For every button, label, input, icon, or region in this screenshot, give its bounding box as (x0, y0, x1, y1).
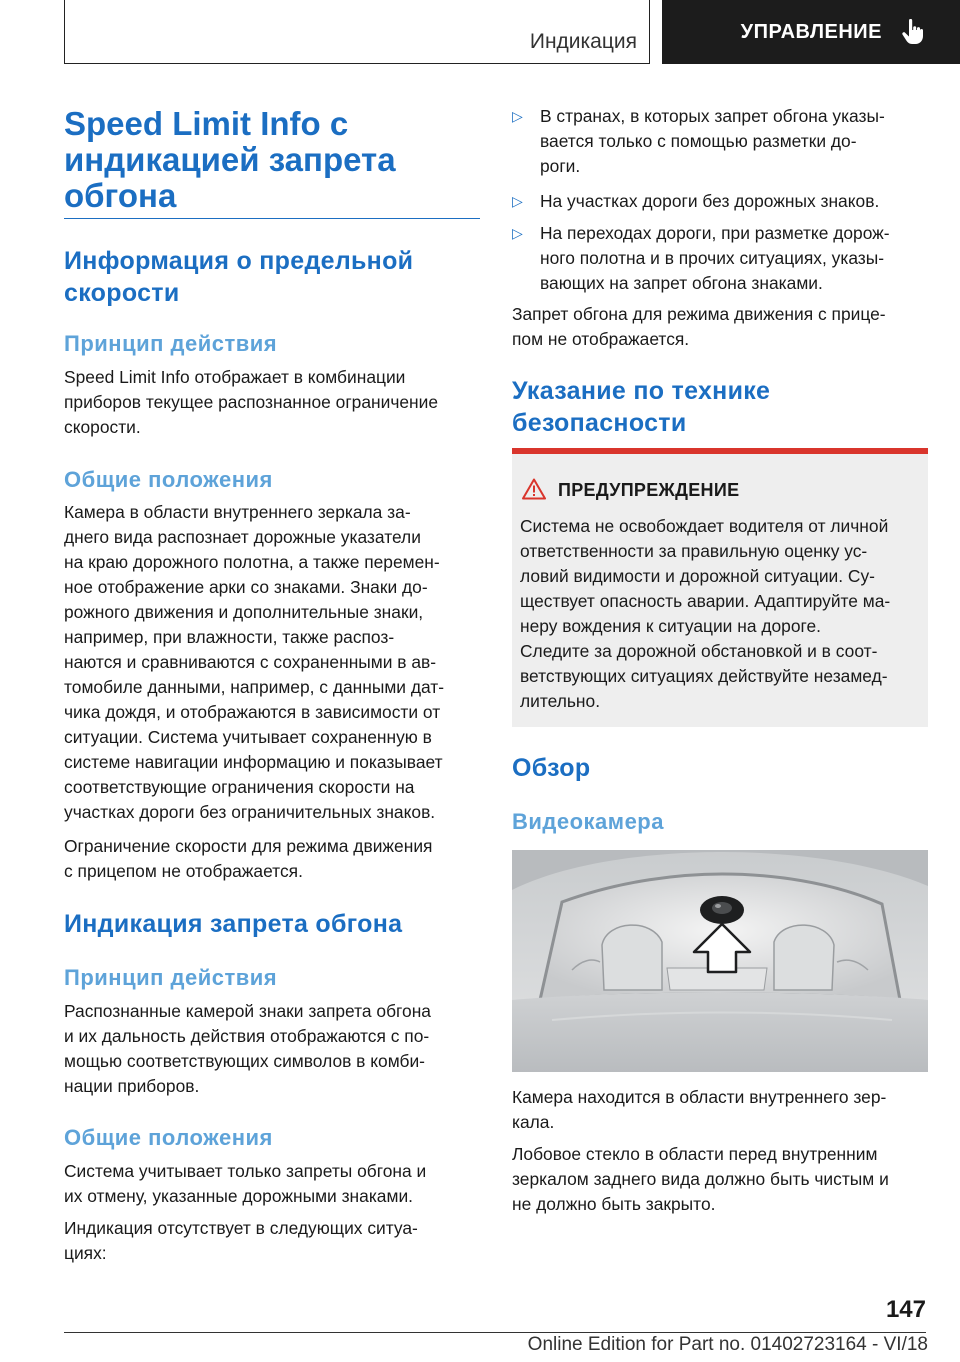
text-line: скорости. (64, 417, 141, 437)
footer-rule (64, 1332, 926, 1333)
text-line: не должно быть закрыто. (512, 1194, 716, 1214)
warning-title: ПРЕДУПРЕЖДЕНИЕ (558, 480, 740, 500)
text-line: томобиле данными, например, с данными дат‐ (64, 677, 445, 697)
text-line: неру вождения к ситуации на дороге. (520, 616, 821, 636)
heading-line: безопасности (512, 409, 687, 437)
text-line: ветствующих ситуациях действуйте незамед‐ (520, 666, 888, 686)
bullet-triangle-icon: ▷ (512, 108, 523, 124)
header-section-title: Индикация (529, 30, 637, 53)
text-line: вающих на запрет обгона знаками. (540, 273, 823, 293)
section-heading-overview: Обзор (512, 754, 591, 782)
text-line: рожного движения и дополнительные знаки, (64, 602, 424, 622)
heading-line: Информация о предельной (64, 247, 414, 275)
section-heading-overtake: Индикация запрета обгона (64, 910, 403, 938)
text-line: Камера находится в области внутреннего зер‐ (512, 1087, 887, 1107)
chapter-tab-label: УПРАВЛЕНИЕ (740, 20, 882, 43)
subheading-general-2: Общие положения (64, 1125, 273, 1150)
text-line: ловий видимости и дорожной ситуации. Су‐ (520, 566, 875, 586)
text-line: и их дальность действия отображаются с по‐ (64, 1026, 430, 1046)
page-title (64, 106, 396, 214)
text-line: кала. (512, 1112, 555, 1132)
text-line: наются и сравниваются с сохраненными в ав‐ (64, 652, 437, 672)
subheading-general-1: Общие положения (64, 467, 273, 492)
text-line: Лобовое стекло в области перед внутренним (512, 1144, 878, 1164)
header-frame (64, 0, 650, 64)
text-line: лительно. (520, 691, 601, 711)
text-line: днего вида распознает дорожные указатели (64, 527, 421, 547)
text-line: Индикация отсутствует в следующих ситуа‐ (64, 1218, 418, 1238)
section-heading-speed-info (64, 245, 413, 309)
text-line: например, при влажности, также распоз‐ (64, 627, 395, 647)
text-line: пом не отображается. (512, 329, 690, 349)
paragraph-trailer-2 (512, 302, 886, 352)
text-line: В странах, в которых запрет обгона указы‐ (540, 106, 885, 126)
text-line: системе навигации информацию и показывает (64, 752, 443, 772)
paragraph-general-1 (64, 500, 444, 825)
text-line: нации приборов. (64, 1076, 200, 1096)
bullet-triangle-icon: ▷ (512, 225, 523, 241)
text-line: Распознанные камерой знаки запрета обгона (64, 1001, 431, 1021)
paragraph-general-2 (64, 1159, 426, 1209)
bullet-triangle-icon: ▷ (512, 193, 523, 209)
text-line: ответственности за правильную оценку ус‐ (520, 541, 868, 561)
text-line: приборов текущее распознанное ограничение (64, 392, 439, 412)
text-line: ситуации. Система учитывает сохраненную в (64, 727, 432, 747)
text-line: зеркалом заднего вида должно быть чистым и (512, 1169, 889, 1189)
windshield-camera-image (512, 850, 928, 1072)
text-line: участках дороги без ограничительных знаков. (64, 802, 436, 822)
text-line: ное отображение арки со знаками. Знаки до‐ (64, 577, 428, 597)
heading-line: скорости (64, 279, 180, 307)
text-line: ществует опасность аварии. Адаптируйте ма‐ (520, 591, 891, 611)
text-line: мощью соответствующих символов в комби‐ (64, 1051, 425, 1071)
subheading-principle-1: Принцип действия (64, 331, 278, 356)
text-line: Камера в области внутреннего зеркала за‐ (64, 502, 411, 522)
text-line: Ограничение скорости для режима движения (64, 836, 433, 856)
title-rule (64, 218, 480, 219)
text-line: вается только с помощью разметки до‐ (540, 131, 857, 151)
text-line: их отмену, указанные дорожными знаками. (64, 1186, 413, 1206)
warning-triangle-icon (522, 478, 546, 500)
pointing-hand-icon (900, 19, 924, 45)
text-line: роги. (540, 156, 581, 176)
text-line: Запрет обгона для режима движения с прице‐ (512, 304, 886, 324)
text-line: с прицепом не отображается. (64, 861, 303, 881)
text-line: на краю дорожного полотна, а также перемен‐ (64, 552, 440, 572)
text-line: На переходах дороги, при разметке дорож‐ (540, 223, 890, 243)
section-heading-safety (512, 375, 770, 439)
page-title-line: индикацией запрета (64, 141, 396, 178)
page-title-line: обгона (64, 177, 177, 214)
text-line: циях: (64, 1243, 107, 1263)
paragraph-windshield (512, 1142, 889, 1217)
text-line: Следите за дорожной обстановкой и в соот‐ (520, 641, 878, 661)
heading-line: Указание по технике (512, 377, 771, 405)
subheading-camera: Видеокамера (512, 809, 664, 834)
text-line: Speed Limit Info отображает в комбинации (64, 367, 406, 387)
text-line: чика дождя, и отображаются в зависимости от (64, 702, 441, 722)
text-line: ного полотна и в прочих ситуациях, указы‐ (540, 248, 885, 268)
page-title-line: Speed Limit Info с (64, 105, 349, 142)
chapter-tab[interactable] (662, 0, 960, 64)
text-line: На участках дороги без дорожных знаков. (540, 191, 880, 211)
page-number: 147 (885, 1296, 926, 1323)
warning-text (520, 514, 890, 714)
footer-edition: Online Edition for Part no. 01402723164 - VI/18 (527, 1334, 928, 1355)
paragraph-absent (64, 1216, 418, 1266)
camera-illustration (512, 850, 928, 1072)
text-line: Система учитывает только запреты обгона и (64, 1161, 427, 1181)
subheading-principle-2: Принцип действия (64, 965, 278, 990)
paragraph-trailer-1 (64, 834, 432, 884)
paragraph-camera-location (512, 1085, 886, 1135)
text-line: соответствующие ограничения скорости на (64, 777, 415, 797)
paragraph-principle-1 (64, 365, 438, 440)
warning-box (512, 448, 928, 727)
paragraph-principle-2 (64, 999, 431, 1099)
text-line: Система не освобождает водителя от личной (520, 516, 889, 536)
